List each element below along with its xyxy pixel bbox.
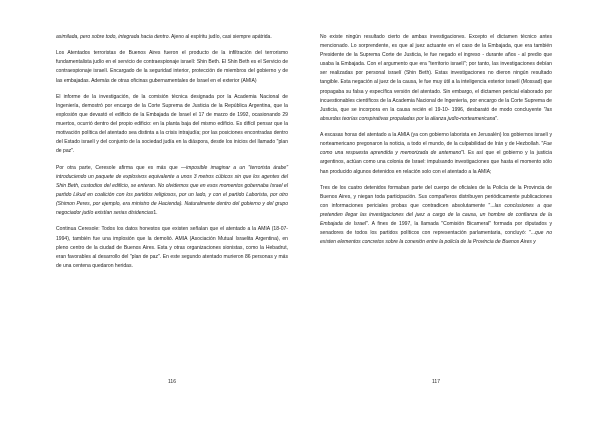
text: No existe ningún resultado cierto de ambas investigaciones. Excepto el dictamen técnico antes mencionado. Lo sorprendente, es que al juez actuante en el caso de la Embajada, que era también Presidente de la Suprema Corte de Justicia, le fue negado el ingreso - durante años - al predio que usaba la Embajada. Con el argumento que era "territorio israelí"; por tanto, las investigaciones debían ser realizadas por personal israelí (Shin Beth). Estas investigaciones no dieron ningún resultado tangible. Esta negación al juez de la causa, le fue muy útil a la inteligencia exterior israelí (Mossad) que propagaba su falsa y específica versión del atentado. Sin embargo, el dictamen pericial elaborado por incuestionables científicos de la Academia Nacional de Ingeniería, por encargo de la Corte Suprema de Justicia, que se incorpora en la causa recién el 19-10- 1996, desbarató de modo concluyente " — [320, 34, 552, 113]
paragraph: El informe de la investigación, de la comisión técnica designada por la Academia Nacional de Ingeniería, demostró por encargo de la Corte Suprema de Justicia de la República Argentina, que la explosión que devastó el edificio de la Embajada de Israel el 17 de marzo de 1992, ocasionando 29 muertos, ocurrió dentro del propio edificio: en la planta baja del mismo edificio. Es difícil pensar que la motivación política del atentado sea distinta a la crisis intrajudía; por las posiciones encontradas dentro del Estado israelí y del conjunto de la sociedad judía en la diáspora, desde los inicios del llamado "plan de paz". — [56, 93, 288, 155]
page-number: 117 — [432, 379, 440, 385]
text: Por otra parte, Ceresole afirma que es más que — — [56, 164, 187, 171]
text: 1. — [153, 210, 158, 217]
paragraph — [320, 184, 552, 248]
paragraph — [56, 33, 288, 42]
italic-quote: que no existen elementos concretos sobre la conexión entre la policía de la Provincia de Buenos Aires y — [320, 230, 552, 246]
paragraph: Continua Ceresole: Todos los datos honestos que existen señalan que el atentado a la AMIA (18-07-1994), también fue una implosión que la demolió. AMIA (Asociación Mutual Israelita Argentina), en pleno centro de la ciudad de Buenos Aires. Esta y otras organizaciones sionistas, como la Hebadrut, eran favorables al desarrollo del "plan de paz". En este segundo atentado murieron 86 personas y más de una centena quedaron heridas. — [56, 226, 288, 269]
paragraph — [320, 33, 552, 124]
text: ". — [495, 115, 499, 122]
text: ". A fines de 1997, la llamada "Comisión Bicameral" formada por diputados y senadores de todos los partidos políticos con representación parlamentaria, concluyó: "... — [320, 221, 552, 237]
paragraph — [56, 164, 288, 219]
italic-quote: las absurdas teorías conspirativas propaladas por la alianza judío-norteamericana — [320, 106, 552, 122]
page-number: 116 — [168, 379, 176, 385]
italic-quote: las conclusiones a que pretenden llegar las investigaciones del juez a cargo de la causa, un hombre de confianza de la Embajada de Israel — [320, 202, 552, 228]
right-page — [300, 0, 600, 424]
paragraph: Los Atentados terroristas de Buenos Aires fueron el producto de la infiltración del terrorismo fundamentalista judío en el servicio de contraespionaje israelí: Shin Beth. El Shin Beth es el Servicio de contraespionaje israelí. Encargado de la seguridad interior, protección de miembros del gobierno y de las embajadas. Además de otras oficinas gubernamentales de Israel en el exterior (AMIA) — [56, 50, 288, 84]
text: A escasas horas del atentado a la AMIA (ya con gobierno laborista en Jerusalén) los gobiernos israelí y norteamericano pregonaron la noticia, a todo el mundo, de la culpabilidad de Irán y de Hezbollah. " — [320, 132, 552, 148]
text: "l. Es así que el gobierno y la justicia argentinos, actúan como una colonia de Israel: impulsando investigaciones que hasta el momento sólo han producido algunos detenidos en relación solo con el atentado a la AMIA; — [320, 150, 553, 175]
right-page-text — [320, 33, 552, 255]
italic-text: asimilada, pero sobre todo, integrada hacia dentro — [56, 34, 169, 40]
text: . Ajeno al espíritu judío, casi siempre apátrida. — [168, 34, 272, 40]
left-page-text — [56, 33, 288, 278]
text: Tres de los cuatro detenidos formaban parte del cuerpo de oficiales de la Policía de la Provincia de Buenos Aires, y niegan toda participación. Sus compañeros distribuyen periódicamente publicaciones con informaciones periciales probas que contradicen absolutamente "... — [320, 184, 552, 209]
italic-quote: imposible imaginar a un "terrorista árabe" introduciendo un paquete de explosivos equivalente a unos 3 metros cúbicos sin que los agentes del Shin Beth, custodios del edificio, se enteran. No olvidemos que en esos momentos gobernaba Israel el partido Likud en coalición con los partidos religiosos, por un lado, y con el partido Laborista, por otro (Shimon Peres, por ejemplo, era ministro de Hacienda). Naturalmente dentro del gobierno y del grupo negociador judío existían serias disidencias — [56, 164, 288, 217]
paragraph — [320, 131, 552, 176]
italic-quote: Fue como una respuesta aprendida y memorizada de antemano — [320, 141, 552, 157]
